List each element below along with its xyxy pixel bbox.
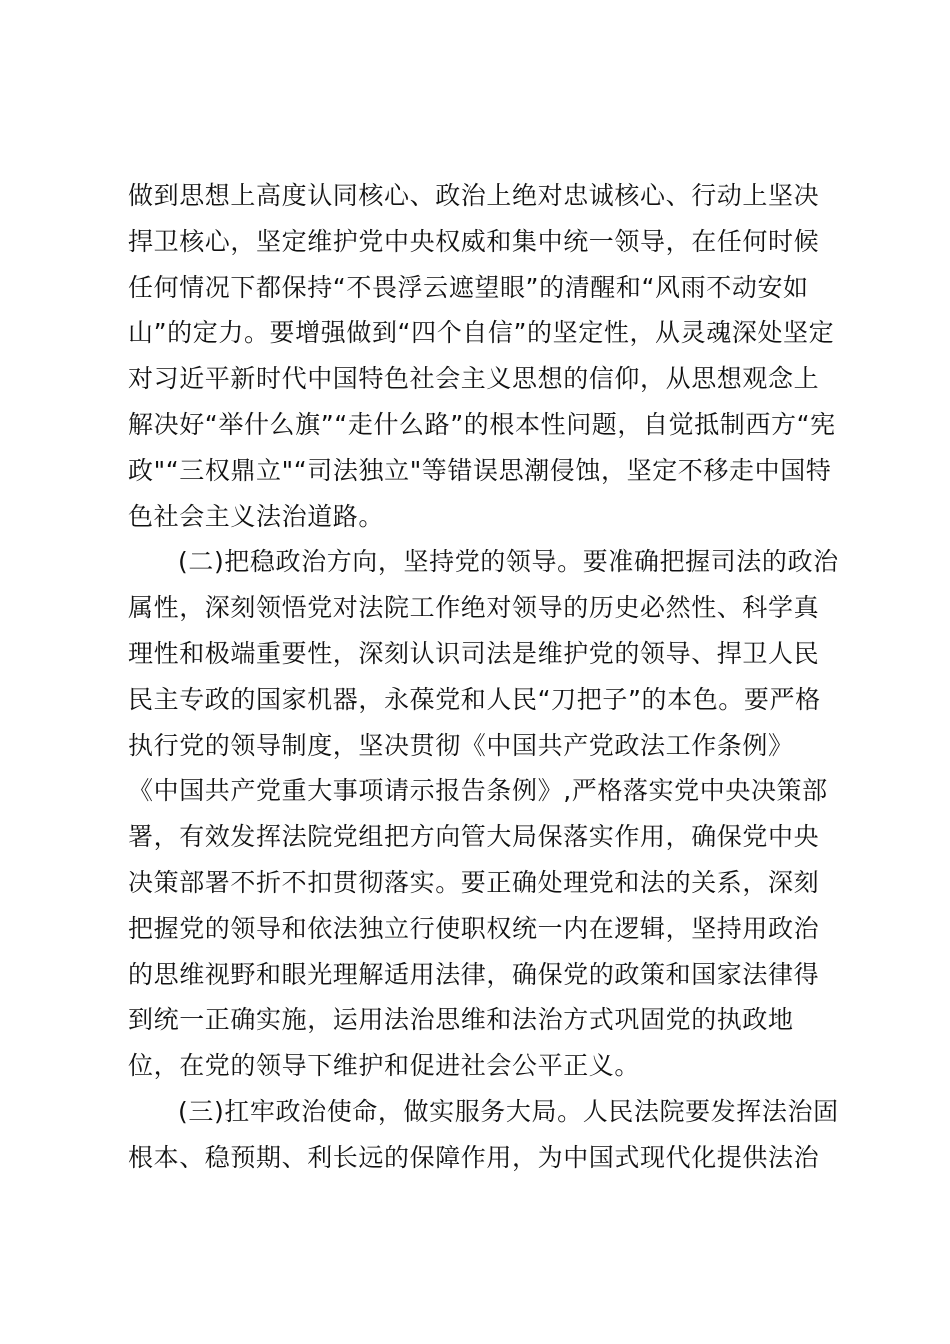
text-line: 理性和极端重要性，深刻认识司法是维护党的领导、捍卫人民 xyxy=(128,638,820,668)
text-line: 属性，深刻领悟党对法院工作绝对领导的历史必然性、科学真 xyxy=(128,593,820,623)
text-line: 把握党的领导和依法独立行使职权统一内在逻辑，坚持用政治 xyxy=(128,913,820,943)
text-line: 署，有效发挥法院党组把方向管大局保落实作用，确保党中央 xyxy=(128,822,820,852)
text-line: 做到思想上高度认同核心、政治上绝对忠诚核心、行动上坚决 xyxy=(128,181,820,210)
text-line: 《中国共产党重大事项请示报告条例》,严格落实党中央决策部 xyxy=(128,776,828,806)
text-line: 政"“三权鼎立"“司法独立"等错误思潮侵蚀，坚定不移走中国特 xyxy=(128,455,832,485)
body-text xyxy=(128,173,839,1181)
text-line: 解决好“举什么旗”“走什么路”的根本性问题，自觉抵制西方“宪 xyxy=(128,409,836,439)
section-heading-line: (三)扛牢政治使命，做实服务大局。人民法院要发挥法治固 xyxy=(178,1096,839,1126)
text-line: 民主专政的国家机器，永葆党和人民“刀把子”的本色。要严格 xyxy=(128,684,821,714)
text-line: 对习近平新时代中国特色社会主义思想的信仰，从思想观念上 xyxy=(128,364,820,394)
text-line: 到统一正确实施，运用法治思维和法治方式巩固党的执政地 xyxy=(128,1005,794,1035)
text-line: 山”的定力。要增强做到“四个自信”的坚定性，从灵魂深处坚定 xyxy=(128,318,835,348)
section-heading-line: (二)把稳政治方向，坚持党的领导。要准确把握司法的政治 xyxy=(178,547,839,577)
text-line: 捍卫核心，坚定维护党中央权威和集中统一领导，在任何时候 xyxy=(128,226,820,256)
text-line: 位，在党的领导下维护和促进社会公平正义。 xyxy=(128,1051,641,1081)
text-line: 决策部署不折不扣贯彻落实。要正确处理党和法的关系，深刻 xyxy=(128,867,820,897)
text-line: 任何情况下都保持“不畏浮云遮望眼”的清醒和“风雨不动安如 xyxy=(128,272,809,302)
text-line: 色社会主义法治道路。 xyxy=(128,501,385,531)
text-line: 的思维视野和眼光理解适用法律，确保党的政策和国家法律得 xyxy=(128,959,820,989)
text-line: 执行党的领导制度，坚决贯彻《中国共产党政法工作条例》 xyxy=(128,730,794,760)
text-line: 根本、稳预期、利长远的保障作用，为中国式现代化提供法治 xyxy=(128,1142,820,1172)
